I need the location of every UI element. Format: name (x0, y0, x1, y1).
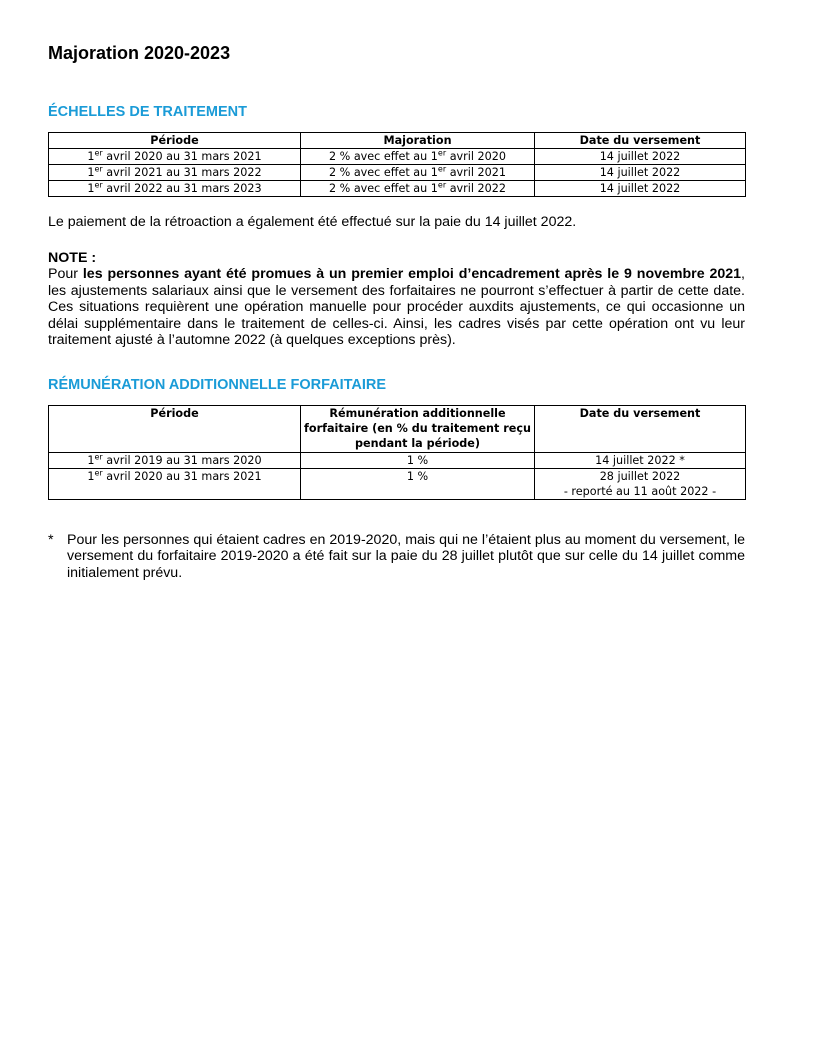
cell-date-note: - reporté au 11 août 2022 - (563, 484, 717, 498)
section-heading-remuneration: RÉMUNÉRATION ADDITIONNELLE FORFAITAIRE (48, 376, 387, 393)
table-row (49, 181, 746, 197)
cell-remuneration: 1 % (301, 452, 535, 468)
cell-remuneration: 1 % (301, 468, 535, 499)
document-title: Majoration 2020-2023 (48, 43, 231, 63)
cell-majoration: 2 % avec effet au 1er avril 2021 (301, 165, 535, 181)
retroaction-paragraph: Le paiement de la rétroaction a également été effectué sur la paie du 14 juillet 2022. (48, 214, 577, 230)
note-paragraph: Pour les personnes ayant été promues à un premier emploi d’encadrement après le 9 novembre 2021, les ajustements salariaux ainsi que le versement des forfaitaires ne pourront s’effectuer à partir de cette date. Ces situations requièrent une opération manuelle pour procéder auxdits ajustements, ce qui occasionne un délai supplémentaire dans le traitement de celles-ci. Ainsi, les cadres visés par cette opération ont vu leur traitement ajusté à l’automne 2022 (à quelques exceptions près). (48, 266, 745, 348)
table-header-row (49, 405, 746, 452)
footnote-marker: * (48, 531, 54, 548)
column-header-periode: Période (49, 133, 301, 149)
cell-periode: 1er avril 2019 au 31 mars 2020 (49, 452, 301, 468)
footnote-text: Pour les personnes qui étaient cadres en 2019-2020, mais qui ne l’étaient plus au moment du versement, le versement du forfaitaire 2019-2020 a été fait sur la paie du 28 juillet plutôt que sur celle du 14 juillet comme initialement prévu. (67, 531, 745, 581)
cell-date: 14 juillet 2022 (535, 165, 746, 181)
note-label: NOTE : (48, 249, 97, 266)
section-heading-echelles: ÉCHELLES DE TRAITEMENT (48, 104, 247, 120)
table-row (49, 468, 746, 499)
table-row (49, 165, 746, 181)
cell-periode: 1er avril 2020 au 31 mars 2021 (49, 149, 301, 165)
document-page (48, 40, 745, 581)
column-header-date: Date du versement (535, 405, 746, 452)
cell-date: 14 juillet 2022 * (535, 452, 746, 468)
cell-majoration: 2 % avec effet au 1er avril 2020 (301, 149, 535, 165)
table-row (49, 452, 746, 468)
column-header-date: Date du versement (535, 133, 746, 149)
table-row (49, 149, 746, 165)
footnote (48, 532, 745, 582)
cell-date: 14 juillet 2022 (535, 149, 746, 165)
note-emphasis: les personnes ayant été promues à un premier emploi d’encadrement après le 9 novembre 2021 (82, 266, 742, 282)
cell-periode: 1er avril 2021 au 31 mars 2022 (49, 165, 301, 181)
echelles-table (48, 132, 746, 197)
cell-periode: 1er avril 2022 au 31 mars 2023 (49, 181, 301, 197)
column-header-periode: Période (49, 405, 301, 452)
cell-date: 14 juillet 2022 (535, 181, 746, 197)
column-header-remuneration: Rémunération additionnelle forfaitaire (en % du traitement reçu pendant la période) (301, 405, 535, 452)
cell-periode: 1er avril 2020 au 31 mars 2021 (49, 468, 301, 499)
cell-date: 28 juillet 2022 - reporté au 11 août 2022 - (535, 468, 746, 499)
cell-majoration: 2 % avec effet au 1er avril 2022 (301, 181, 535, 197)
column-header-majoration: Majoration (301, 133, 535, 149)
remuneration-table (48, 405, 746, 500)
table-header-row (49, 133, 746, 149)
